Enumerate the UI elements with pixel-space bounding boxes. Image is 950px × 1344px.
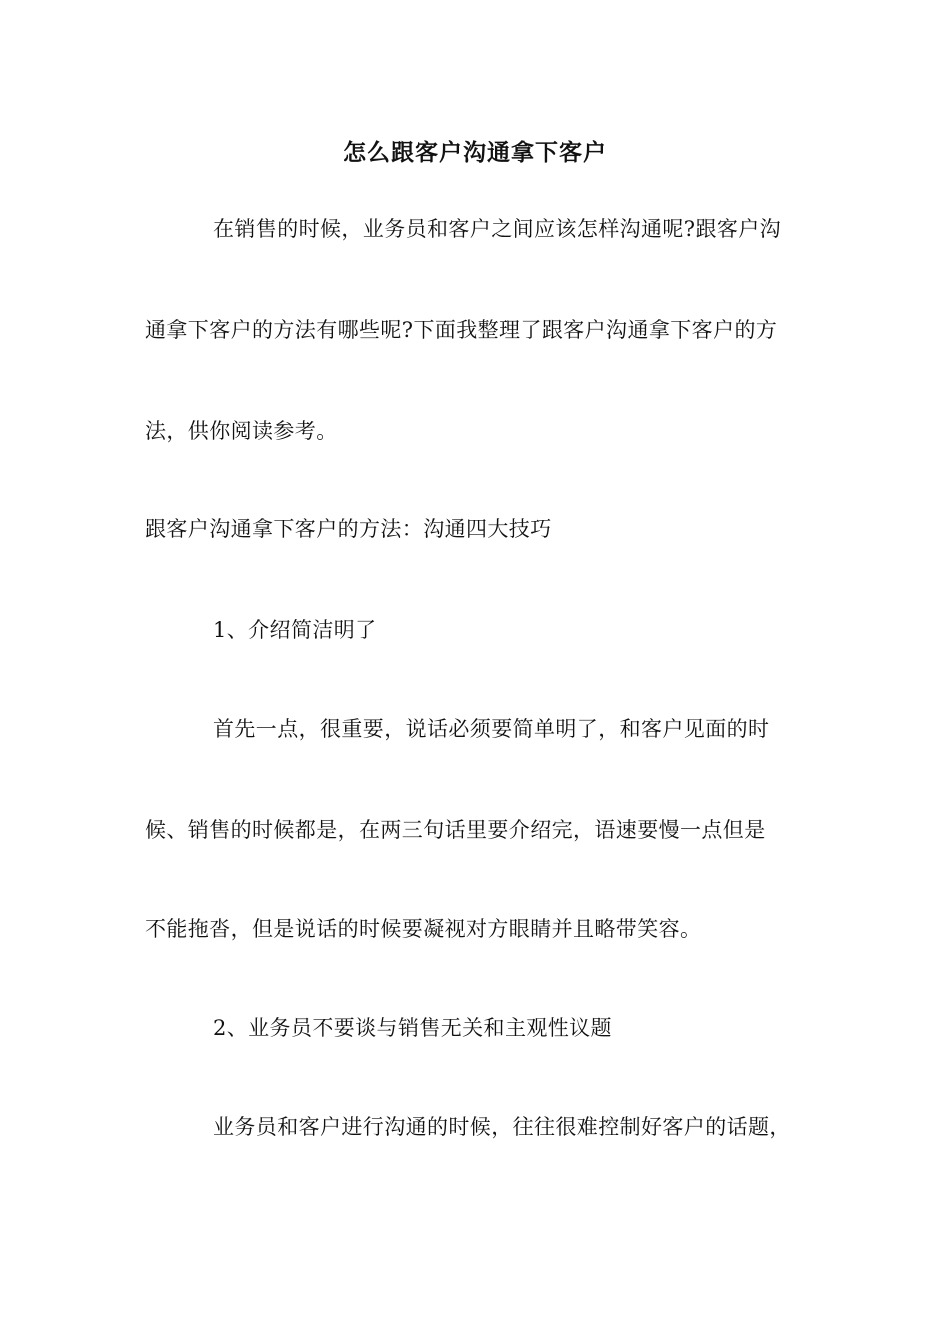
paragraph-line: 首先一点，很重要，说话必须要简单明了，和客户见面的时 <box>213 717 770 741</box>
paragraph-line: 业务员和客户进行沟通的时候，往往很难控制好客户的话题， <box>213 1115 791 1139</box>
section-heading: 跟客户沟通拿下客户的方法：沟通四大技巧 <box>145 517 552 541</box>
paragraph-line: 不能拖沓，但是说话的时候要凝视对方眼睛并且略带笑容。 <box>145 917 702 941</box>
paragraph-line: 通拿下客户的方法有哪些呢?下面我整理了跟客户沟通拿下客户的方 <box>145 318 778 342</box>
paragraph-line: 法，供你阅读参考。 <box>145 419 338 443</box>
document-title: 怎么跟客户沟通拿下客户 <box>343 139 607 166</box>
paragraph-line: 在销售的时候，业务员和客户之间应该怎样沟通呢?跟客户沟 <box>213 217 782 241</box>
numbered-heading: 1、介绍简洁明了 <box>213 618 377 642</box>
paragraph-line: 候、销售的时候都是，在两三句话里要介绍完，语速要慢一点但是 <box>145 818 766 842</box>
numbered-heading: 2、业务员不要谈与销售无关和主观性议题 <box>213 1016 612 1040</box>
